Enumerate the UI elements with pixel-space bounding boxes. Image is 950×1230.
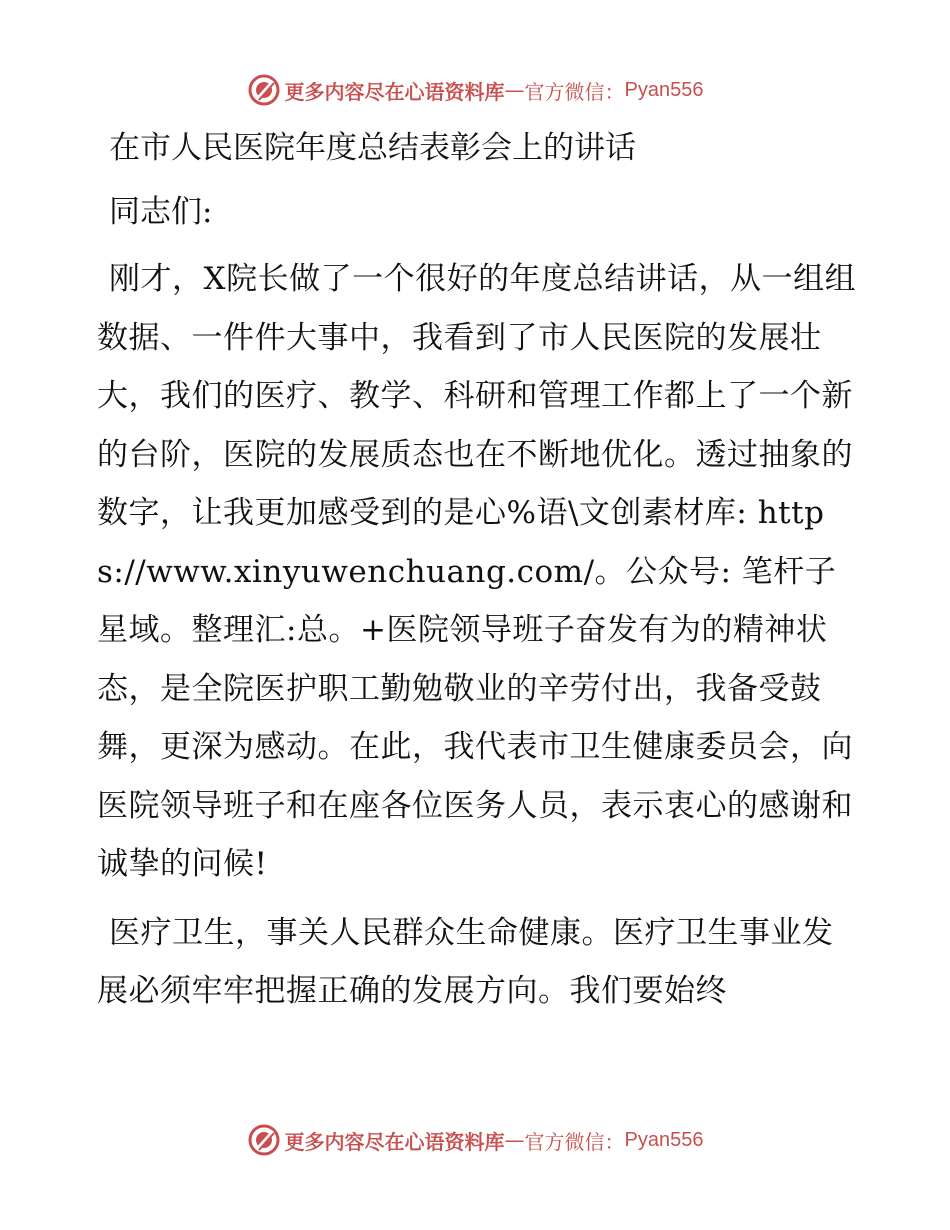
footer-wechat-label: 官方微信：: [524, 1129, 625, 1154]
paragraph-1: 刚才，X院长做了一个很好的年度总结讲话，从一组组数据、一件件大事中，我看到了市人民医院的发展壮大，我们的医疗、教学、科研和管理工作都上了一个新的台阶，医院的发展质态也在不断地优化。透过抽象的数字，让我更加感受到的是心%语\文创素材库: https://www.xinyuwenchuang.com/。公众号: 笔杆子星域。整理汇:总。+医院领导班子奋发有为的精神状态，是全院医护职工勤勉敬业的辛劳付出，我备受鼓舞，更深为感动。在此，我代表市卫生健康委员会，向医院领导班子和在座各位医务人员，表示衷心的感谢和诚挚的问候!: [97, 261, 857, 882]
logo-icon: [247, 73, 281, 107]
document-title: 在市人民医院年度总结表彰会上的讲话: [109, 130, 636, 166]
footer-brand: 更多内容尽在心语资料库: [284, 1129, 505, 1154]
header-banner: [0, 70, 950, 110]
salutation: 同志们:: [109, 194, 213, 230]
banner-dash: —: [504, 78, 525, 102]
banner-wechat-id: Pyan556: [624, 78, 704, 101]
footer-wechat-id: Pyan556: [624, 1128, 704, 1151]
footer-banner: [0, 1120, 950, 1160]
banner-wechat-label: 官方微信：: [524, 79, 625, 104]
document-body: [97, 120, 857, 1031]
logo-icon: [247, 1123, 281, 1157]
footer-dash: —: [504, 1128, 525, 1152]
paragraph-2: 医疗卫生，事关人民群众生命健康。医疗卫生事业发展必须牢牢把握正确的发展方向。我们要始终: [97, 914, 834, 1009]
banner-brand: 更多内容尽在心语资料库: [284, 79, 505, 104]
